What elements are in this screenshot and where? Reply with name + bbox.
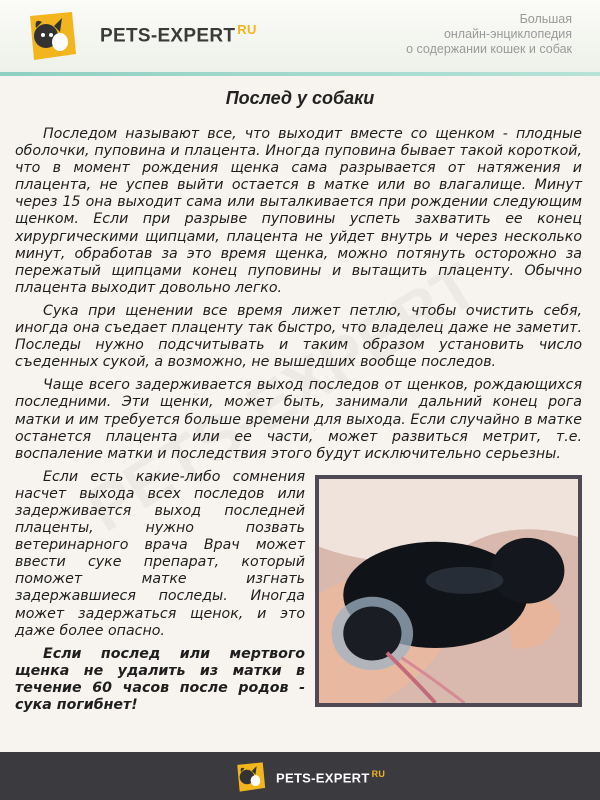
site-footer bbox=[0, 752, 600, 800]
brand-suffix: RU bbox=[237, 22, 257, 37]
footer-brand-suffix: RU bbox=[371, 769, 386, 779]
pets-expert-logo-icon[interactable] bbox=[22, 8, 80, 64]
page-title: Послед у собаки bbox=[225, 88, 375, 108]
pets-expert-logo-icon[interactable] bbox=[232, 760, 268, 794]
paragraph: Последом называют все, что выходит вместе со щенком - плодные оболочки, пуповина и плацента. Иногда пуповина бывает такой короткой, что в момент рождения щенка сама разрывается от натяжения и плацента, не успев выйти остается в матке или во влагалище. Минут через 15 она выходит сама или выталкивается при рождении следующим щенком. Если при разрыве пуповины успеть захватить ее конец хирургическими щипцами, плацента не уйдет внутрь и через несколько минут, обработав за это время щенка, можно потянуть осторожно за пережатый щипцами конец пуповины и вытащить плаценту. Обычно плацента выходит довольно легко. bbox=[15, 126, 582, 296]
paragraph: Сука при щенении все время лижет петлю, чтобы очистить себя, иногда она съедает плаценту так быстро, что владелец даже не заметит. Последы нужно подсчитывать и таким образом установить число съеденных сукой, а возможно, не вышедших вообще последов. bbox=[15, 302, 582, 371]
warning-text: Если послед или мертвого щенка не удалить из матки в течение 60 часов после родов - сука погибнет! bbox=[15, 645, 305, 713]
site-header bbox=[0, 0, 600, 72]
site-brand[interactable] bbox=[100, 22, 257, 47]
paragraph: Если есть какие-либо сомнения насчет выхода всех последов или задерживается выход последней плаценты, нужно позвать ветеринарного врача Врач может ввести суке препарат, который поможет матке изгнать задержавшиеся последы. Иногда может задержаться щенок, и это даже более опасно. bbox=[15, 468, 305, 639]
newborn-puppy-photo bbox=[315, 475, 582, 707]
tagline-line: Большая bbox=[519, 12, 572, 26]
site-tagline bbox=[352, 12, 572, 57]
article-body bbox=[15, 126, 582, 720]
tagline-line: онлайн-энциклопедия bbox=[443, 27, 572, 41]
footer-brand-name: PETS-EXPERT bbox=[276, 770, 370, 786]
paragraph: Чаще всего задерживается выход последов от щенков, рождающихся последними. Эти щенки, может быть, занимали дальний конец рога матки и им требуется больше времени для выхода. Если случайно в матке останется плацента или ее части, может развиться метрит, т.е. воспаление матки и последствия этого будут исключительно серьезны. bbox=[15, 377, 582, 462]
tagline-line: о содержании кошек и собак bbox=[406, 42, 572, 56]
header-divider bbox=[0, 72, 600, 76]
brand-name: PETS-EXPERT bbox=[100, 25, 236, 47]
footer-brand[interactable] bbox=[276, 769, 385, 785]
